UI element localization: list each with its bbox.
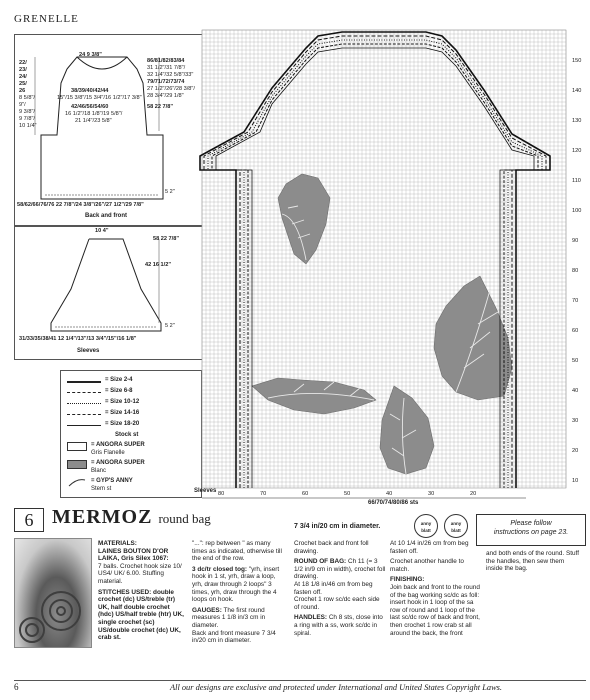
copyright-notice: All our designs are exclusive and protected under International and United States Copyright Laws. — [170, 683, 503, 692]
chart-grid — [194, 28, 590, 510]
row-label-30: 30 — [572, 418, 579, 424]
sleeve-schematic: 10 4" 58 22 7/8" 42 16 1/2" 5 2" 31/33/35/38/41 12 1/4"/13"/13 3/4"/15"/16 1/8" Sleeves — [14, 226, 204, 360]
brand-badge-1: anny blatt — [414, 514, 438, 538]
stitch-label-30: 30 — [428, 491, 435, 497]
row-label-80: 80 — [572, 268, 579, 274]
row-label-150: 150 — [572, 58, 582, 64]
row-label-60: 60 — [572, 328, 579, 334]
row-label-70: 70 — [572, 298, 579, 304]
final-column: and both ends of the round. Stuff the handles, then sew them inside the bag. — [486, 550, 579, 573]
stitch-label-20: 20 — [470, 491, 477, 497]
pattern-number: 6 — [14, 508, 44, 532]
back-front-schematic: 24 9 3/8" 22/ 23/ 24/ 25/ 26 8 5/8"/ 9"/ 9 3/8"/ 9 7/8"/ 10 1/4" 86/81/82/83/84 31 1/2"/31 7/8"/ 32 1/4"/32 5/8"/33" 79/71/72/73/74 27 1/2"/26"/28 3/8"/ 28 3/4"/29 1/8" 38/39/40/42/44 15"/15 3/8"/15 3/4"/16 1/2"/17 3/8" 42/46/56/54/60 16 1/2"/18 1/8"/19 5/8"/ 21 1/4"/23 5/8" 58 22 7/8" 5 2" 58/62/66/76/76 22 7/8"/24 3/8"/26"/27 1/2"/29 7/8" Back and front — [14, 34, 204, 226]
knitting-chart — [194, 28, 590, 510]
stitch-label-70: 70 — [260, 491, 267, 497]
row-label-10: 10 — [572, 478, 579, 484]
brand-badge-2: anny blatt — [444, 514, 468, 538]
follow-instructions-box: Please follow instructions on page 23. — [476, 514, 586, 546]
stitch-label-40: 40 — [386, 491, 393, 497]
page-title: GRENELLE — [14, 13, 79, 25]
row-label-110: 110 — [572, 178, 581, 184]
pattern-subtitle: round bag — [158, 511, 211, 526]
row-label-50: 50 — [572, 358, 579, 364]
round-column: Crochet back and front foll drawing. ROUND OF BAG: Ch 11 (= 3 1/2 in/9 cm in width), crochet foll drawing. At 18 1/8 in/46 cm from beg fasten off. Crochet 1 row sc/dc each side of round. HANDLES: Ch 8 sts, close into a ring with a ss, work sc/dc in spiral. — [294, 540, 386, 637]
grey-swatch — [67, 460, 87, 469]
row-label-100: 100 — [572, 208, 582, 214]
stitch-label-50: 50 — [344, 491, 351, 497]
stitch-count-label: 66/70/74/80/86 sts — [368, 500, 419, 506]
pattern-title: MERMOZ round bag — [52, 506, 211, 528]
stitch-label-80: 80 — [218, 491, 225, 497]
diameter-note: 7 3/4 in/20 cm in diameter. — [294, 523, 381, 530]
stitch-label-60: 60 — [302, 491, 309, 497]
footer-rule — [14, 680, 586, 681]
page-number: 6 — [14, 682, 19, 692]
back-front-caption: Back and front — [85, 213, 128, 219]
white-swatch — [67, 442, 87, 451]
row-label-130: 130 — [572, 118, 582, 124]
bag-photo — [14, 538, 92, 648]
abbreviations-column: "...": rep between " as many times as indicated, otherwise till the end of the row. 3 dc/tr closed tog: "yrh, insert hook in 1 st, yrh, draw a loop, yrh, draw through 2 loops" 3 times, yrh, draw through the 4 loops on hook. GAUGES: The first round measures 1 1/8 in/3 cm in diameter. Back and front measure 7 3/4 in/20 cm in diameter. — [192, 540, 282, 645]
chart-legend: = Size 2-4 = Size 6-8 = Size 10-12 = Size 14-16 = Size 18-20 Stock st = ANGORA SUPER Gris Flanelle = ANGORA SUPER Blanc = GYP'S ANNY Stem st — [60, 370, 202, 498]
row-label-140: 140 — [572, 88, 582, 94]
sleeve-caption: Sleeves — [77, 348, 100, 354]
finishing-column: At 10 1/4 in/26 cm from beg fasten off. Crochet another handle to match. FINISHING: Join back and front to the round of the bag working sc/dc as foll: insert hook in 1 loop of the sa row of round and 1 loop of the last sc/dc row of back and front, then crochet 1 row crab st all around the back, the front — [390, 540, 480, 637]
row-label-90: 90 — [572, 238, 579, 244]
row-label-20: 20 — [572, 448, 579, 454]
sleeves-label: Sleeves — [194, 488, 217, 494]
row-label-120: 120 — [572, 148, 582, 154]
materials-column: MATERIALS: LAINES BOUTON D'OR LAIKA, Gris Silex 1067: 7 balls. Crochet hook size 10/ US4/ UK/ 6.00. Stuffing material. STITCHES USED: double crochet (dc) US/treble (tr) UK, half double crochet (hdc) US/half treble (htr) UK, single crochet (sc) US/double crochet (dc) UK, crab st. — [98, 540, 184, 642]
row-label-40: 40 — [572, 388, 579, 394]
top-width-label: 24 9 3/8" — [79, 52, 102, 58]
